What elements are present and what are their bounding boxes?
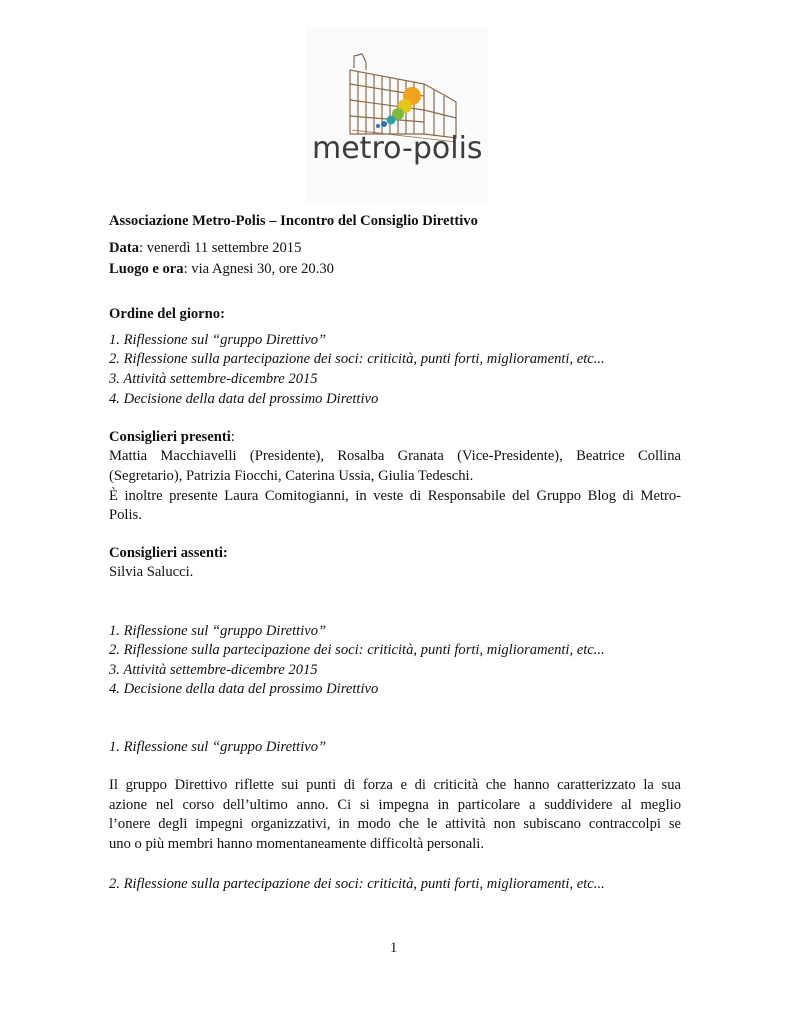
agenda-item: 2. Riflessione sulla partecipazione dei soci: criticità, punti forti, miglioramenti, etc... (109, 351, 605, 367)
meeting-date (109, 239, 681, 258)
present-heading-suffix: : (230, 429, 235, 445)
section1-heading: 1. Riflessione sul “gruppo Direttivo” (109, 739, 327, 755)
present-line: Polis. (109, 507, 142, 523)
present-line: Mattia Macchiavelli (Presidente), Rosalba Granata (Vice-Presidente), Beatrice Collina (109, 448, 681, 464)
section1-line: l’onere degli impegni organizzativi, in modo che le attività non subiscano contraccolpi se (109, 816, 681, 832)
agenda-repeat-item: 1. Riflessione sul “gruppo Direttivo” (109, 623, 327, 639)
place-label: Luogo e ora (109, 261, 184, 277)
document-title: Associazione Metro-Polis – Incontro del Consiglio Direttivo (109, 213, 478, 229)
colosseum-logo-icon (306, 26, 488, 202)
section2-heading: 2. Riflessione sulla partecipazione dei soci: criticità, punti forti, miglioramenti, etc... (109, 876, 605, 892)
logo-wordmark: metro-polis (312, 131, 483, 166)
agenda-repeat-item: 4. Decisione della data del prossimo Direttivo (109, 681, 379, 697)
blue-dot-icon (381, 121, 387, 127)
teal-dot-icon (387, 116, 396, 125)
agenda-repeat-item: 2. Riflessione sulla partecipazione dei soci: criticità, punti forti, miglioramenti, etc... (109, 642, 605, 658)
metro-polis-logo (306, 26, 488, 202)
meeting-place (109, 260, 681, 279)
absent-names: Silvia Salucci. (109, 564, 194, 580)
agenda-repeat-item: 3. Attività settembre-dicembre 2015 (109, 662, 318, 678)
present-heading-label: Consiglieri presenti (109, 429, 231, 445)
date-value: : venerdì 11 settembre 2015 (139, 240, 302, 256)
page-number: 1 (390, 940, 398, 956)
agenda-item: 1. Riflessione sul “gruppo Direttivo” (109, 332, 327, 348)
present-heading (109, 428, 681, 447)
section1-line: uno o più membri hanno momentaneamente difficoltà personali. (109, 836, 485, 852)
date-label: Data (109, 240, 139, 256)
section1-line: Il gruppo Direttivo riflette sui punti di forza e di criticità che hanno caratterizzato la sua (109, 777, 681, 793)
agenda-item: 4. Decisione della data del prossimo Direttivo (109, 391, 379, 407)
absent-heading: Consiglieri assenti: (109, 545, 228, 561)
agenda-heading: Ordine del giorno: (109, 306, 225, 322)
present-line: (Segretario), Patrizia Fiocchi, Caterina Ussia, Giulia Tedeschi. (109, 468, 474, 484)
place-value: : via Agnesi 30, ore 20.30 (183, 261, 334, 277)
agenda-item: 3. Attività settembre-dicembre 2015 (109, 371, 318, 387)
present-line: È inoltre presente Laura Comitogianni, in veste di Responsabile del Gruppo Blog di Metro- (109, 488, 681, 504)
section1-line: azione nel corso dell’ultimo anno. Ci si impegna in particolare a suddividere al meglio (109, 797, 681, 813)
